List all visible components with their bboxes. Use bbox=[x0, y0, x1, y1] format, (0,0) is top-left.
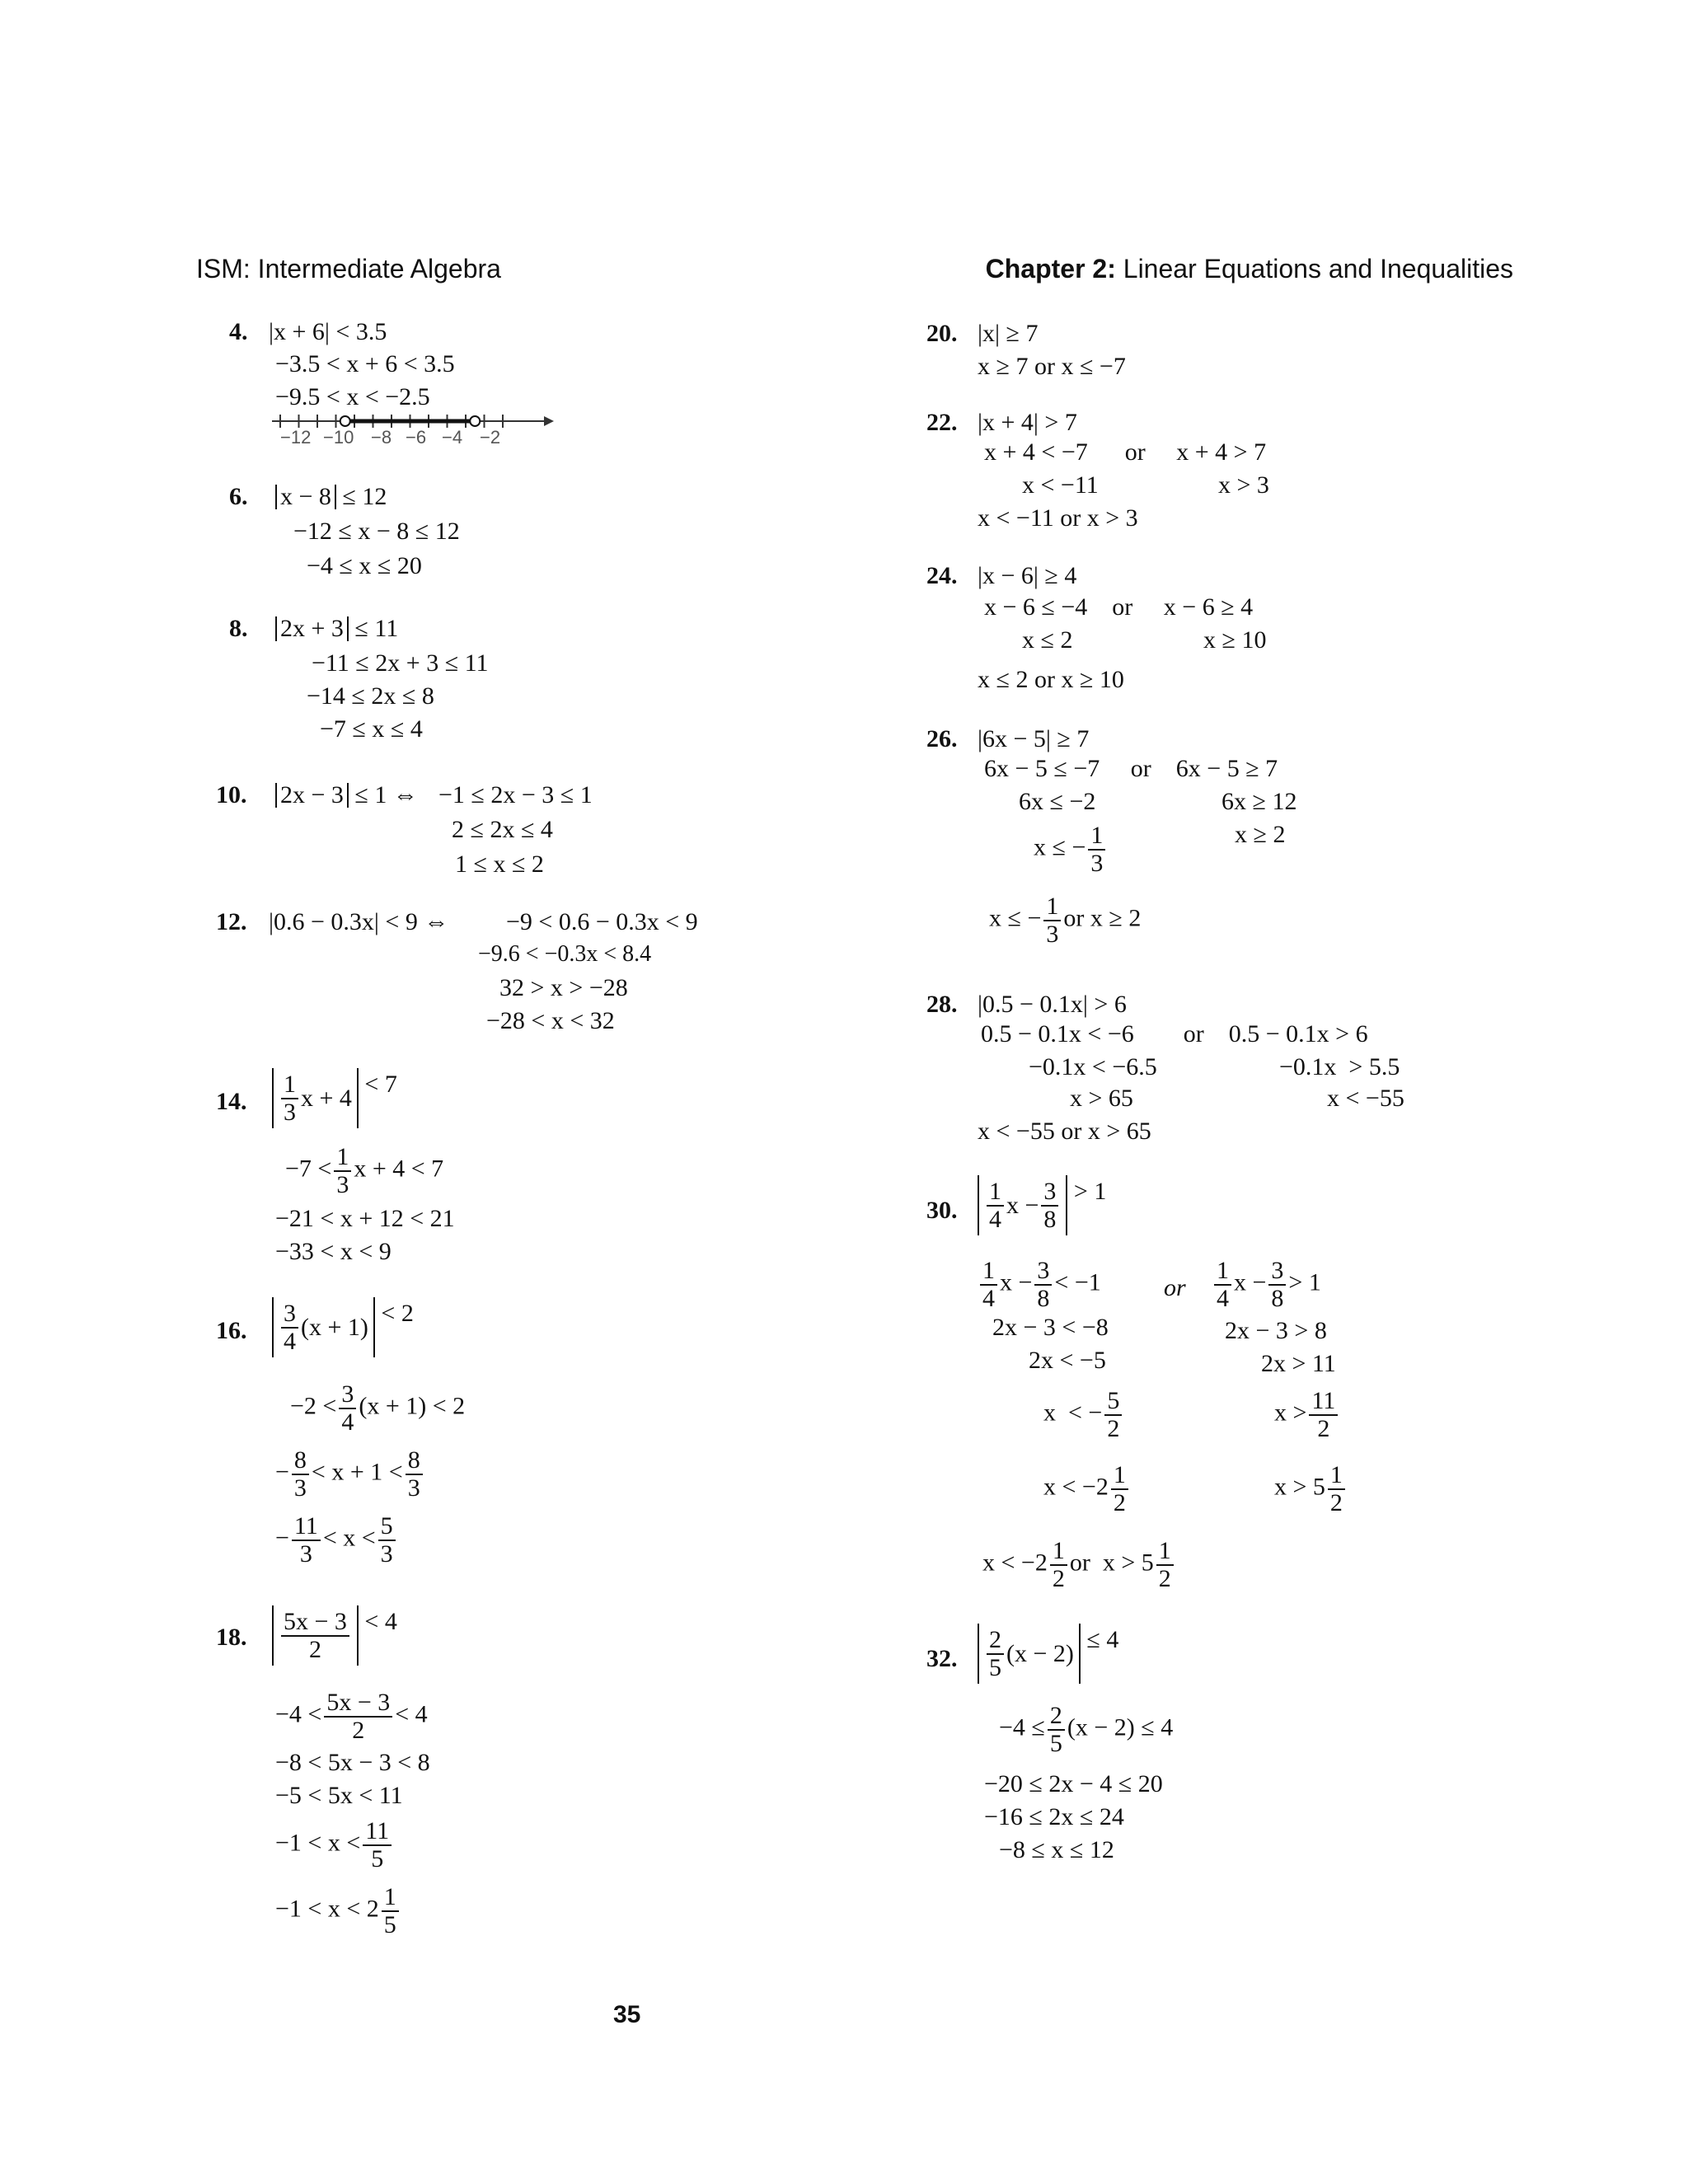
solution-result: x < −2 $\frac{1}{2}$ or x > 5 $\frac{1}{2}$ bbox=[982, 1538, 1176, 1591]
solution-step: −16 ≤ 2x ≤ 24 bbox=[984, 1803, 1124, 1830]
solution-step: −7 ≤ x ≤ 4 bbox=[320, 715, 423, 743]
problem-statement: |x| ≥ 7 bbox=[978, 320, 1039, 347]
solution-step: 32 > x > −28 bbox=[499, 974, 628, 1001]
solution-step: 1 ≤ x ≤ 2 bbox=[455, 851, 544, 878]
or-connector: or bbox=[1164, 1274, 1186, 1301]
problem-number: 16. bbox=[216, 1317, 247, 1344]
solution-step: −0.1x > 5.5 bbox=[1279, 1053, 1400, 1080]
problem-number: 32. bbox=[926, 1645, 958, 1672]
chapter-label: Chapter 2: bbox=[985, 254, 1116, 284]
problem-statement: $\frac{5x - 3}{2}$ < 4 bbox=[272, 1605, 397, 1666]
tick-label: −2 bbox=[480, 427, 501, 448]
open-endpoint bbox=[340, 416, 350, 426]
solution-step: −28 < x < 32 bbox=[486, 1007, 615, 1034]
solution-step: 6x ≥ 12 bbox=[1221, 788, 1297, 815]
problem-number: 22. bbox=[926, 409, 958, 436]
solution-step: x ≥ 2 bbox=[1235, 821, 1286, 848]
problem-number: 4. bbox=[229, 318, 248, 345]
number-line-labels bbox=[264, 427, 560, 452]
solution-step: 2x < −5 bbox=[1029, 1347, 1106, 1374]
solution-step: $\frac{1}{4}$ x − $\frac{3}{8}$ < −1 bbox=[978, 1258, 1101, 1311]
chapter-title: Linear Equations and Inequalities bbox=[1115, 254, 1513, 284]
solution-step: −33 < x < 9 bbox=[275, 1238, 392, 1265]
solution-step: −3.5 < x + 6 < 3.5 bbox=[275, 350, 455, 377]
solution-result: x < −11 or x > 3 bbox=[978, 504, 1138, 532]
arrow-head-icon bbox=[544, 416, 554, 426]
problem-statement: x − 8 ≤ 12 bbox=[275, 485, 387, 509]
tick-label: −4 bbox=[442, 427, 463, 448]
solution-step: −12 ≤ x − 8 ≤ 12 bbox=[293, 518, 460, 545]
solution-step: −8 ≤ x ≤ 12 bbox=[999, 1836, 1114, 1863]
problem-statement: |6x − 5| ≥ 7 bbox=[978, 725, 1090, 752]
problem-statement: |x − 6| ≥ 4 bbox=[978, 562, 1077, 589]
solution-step: x > $\frac{11}{2}$ bbox=[1274, 1388, 1340, 1441]
solution-step: −14 ≤ 2x ≤ 8 bbox=[307, 682, 434, 710]
solution-step: 2 ≤ 2x ≤ 4 bbox=[452, 816, 553, 843]
problem-number: 8. bbox=[229, 615, 248, 642]
solution-step: −9.5 < x < −2.5 bbox=[275, 383, 430, 410]
problem-number: 6. bbox=[229, 483, 248, 510]
solution-step: x + 4 < −7 or x + 4 > 7 bbox=[984, 438, 1267, 466]
solution-step: −4 ≤ $\frac{2}{5}$ (x − 2) ≤ 4 bbox=[999, 1702, 1174, 1757]
solution-step: x < −2 $\frac{1}{2}$ bbox=[1043, 1462, 1131, 1516]
solution-step: x < −11 bbox=[1022, 471, 1099, 499]
solution-step: x > 65 bbox=[1070, 1085, 1133, 1112]
solution-step: 2x > 11 bbox=[1261, 1350, 1336, 1377]
page-number: 35 bbox=[613, 2001, 641, 2028]
solution-step: −1 < x < $\frac{11}{5}$ bbox=[275, 1818, 394, 1872]
solution-step: x ≥ 10 bbox=[1203, 626, 1267, 654]
problem-statement: $\frac{2}{5}$ (x − 2) ≤ 4 bbox=[978, 1624, 1118, 1684]
problem-number: 20. bbox=[926, 320, 958, 347]
solution-step: x ≤ − $\frac{1}{3}$ bbox=[1034, 823, 1108, 876]
problem-statement: |0.6 − 0.3x| < 9 ⇔ bbox=[269, 908, 449, 935]
solution-step: −9 < 0.6 − 0.3x < 9 bbox=[506, 908, 698, 935]
problem-number: 10. bbox=[216, 781, 247, 808]
tick-label: −10 bbox=[323, 427, 354, 448]
solution-step: −7 < $\frac{1}{3}$ x + 4 < 7 bbox=[285, 1143, 444, 1198]
solution-step: −0.1x < −6.5 bbox=[1029, 1053, 1157, 1080]
solution-result: x < −55 or x > 65 bbox=[978, 1118, 1151, 1145]
problem-number: 24. bbox=[926, 562, 958, 589]
solution-step: −5 < 5x < 11 bbox=[275, 1782, 403, 1809]
problem-number: 26. bbox=[926, 725, 958, 752]
solution-step: x ≤ 2 bbox=[1022, 626, 1073, 654]
solution-step: 6x ≤ −2 bbox=[1019, 788, 1096, 815]
solution-result: x ≤ − $\frac{1}{3}$ or x ≥ 2 bbox=[989, 893, 1142, 948]
solution-step: −4 ≤ x ≤ 20 bbox=[307, 552, 422, 579]
tick-label: −12 bbox=[280, 427, 312, 448]
solution-step: −1 < x < 2 $\frac{1}{5}$ bbox=[275, 1884, 401, 1938]
solution-step: 2x − 3 > 8 bbox=[1225, 1317, 1327, 1344]
solution-step: − $\frac{8}{3}$ < x + 1 < $\frac{8}{3}$ bbox=[275, 1447, 425, 1501]
solution-step: −8 < 5x − 3 < 8 bbox=[275, 1749, 430, 1776]
problem-statement: |x + 4| > 7 bbox=[978, 409, 1077, 436]
problem-number: 30. bbox=[926, 1197, 958, 1224]
solution-step: −11 ≤ 2x + 3 ≤ 11 bbox=[312, 649, 489, 677]
problem-statement: |x + 6| < 3.5 bbox=[269, 318, 387, 345]
solution-step: x ≥ 7 or x ≤ −7 bbox=[978, 353, 1126, 380]
open-endpoint bbox=[470, 416, 480, 426]
solution-step: 6x − 5 ≤ −7 or 6x − 5 ≥ 7 bbox=[984, 755, 1278, 782]
running-header-right bbox=[986, 254, 1513, 284]
running-header-left: ISM: Intermediate Algebra bbox=[196, 254, 501, 284]
solution-step: x − 6 ≤ −4 or x − 6 ≥ 4 bbox=[984, 593, 1254, 621]
problem-statement: 2x + 3 ≤ 11 bbox=[275, 616, 398, 641]
solution-step: 2x − 3 < −8 bbox=[992, 1314, 1109, 1341]
solution-step: x < −55 bbox=[1327, 1085, 1404, 1112]
problem-statement: $\frac{1}{4}$ x − $\frac{3}{8}$ > 1 bbox=[978, 1175, 1106, 1235]
solution-step: −9.6 < −0.3x < 8.4 bbox=[478, 941, 652, 967]
solution-step: −1 ≤ 2x − 3 ≤ 1 bbox=[438, 781, 593, 808]
solution-step: x > 3 bbox=[1218, 471, 1269, 499]
solution-step: 0.5 − 0.1x < −6 or 0.5 − 0.1x > 6 bbox=[981, 1020, 1368, 1047]
solution-step: x < − $\frac{5}{2}$ bbox=[1043, 1388, 1124, 1441]
problem-statement: $\frac{1}{3}$ x + 4 < 7 bbox=[272, 1068, 397, 1128]
solution-result: x ≤ 2 or x ≥ 10 bbox=[978, 666, 1124, 693]
solution-step: x > 5 $\frac{1}{2}$ bbox=[1274, 1462, 1348, 1516]
problem-statement: $\frac{3}{4}$ (x + 1) < 2 bbox=[272, 1297, 414, 1357]
problem-number: 12. bbox=[216, 908, 247, 935]
solution-step: $\frac{1}{4}$ x − $\frac{3}{8}$ > 1 bbox=[1212, 1258, 1321, 1311]
problem-number: 28. bbox=[926, 991, 958, 1018]
solution-step: −21 < x + 12 < 21 bbox=[275, 1205, 455, 1232]
solution-step: −2 < $\frac{3}{4}$ (x + 1) < 2 bbox=[290, 1380, 466, 1436]
tick-label: −8 bbox=[371, 427, 392, 448]
solution-step: − $\frac{11}{3}$ < x < $\frac{5}{3}$ bbox=[275, 1513, 398, 1567]
tick-label: −6 bbox=[406, 427, 427, 448]
problem-statement: |0.5 − 0.1x| > 6 bbox=[978, 991, 1127, 1018]
problem-number: 14. bbox=[216, 1088, 247, 1115]
problem-number: 18. bbox=[216, 1624, 247, 1651]
solution-step: −20 ≤ 2x − 4 ≤ 20 bbox=[984, 1770, 1163, 1797]
problem-statement: 2x − 3 ≤ 1 ⇔ bbox=[275, 783, 418, 808]
solution-step: −4 < $\frac{5x - 3}{2}$ < 4 bbox=[275, 1689, 428, 1744]
